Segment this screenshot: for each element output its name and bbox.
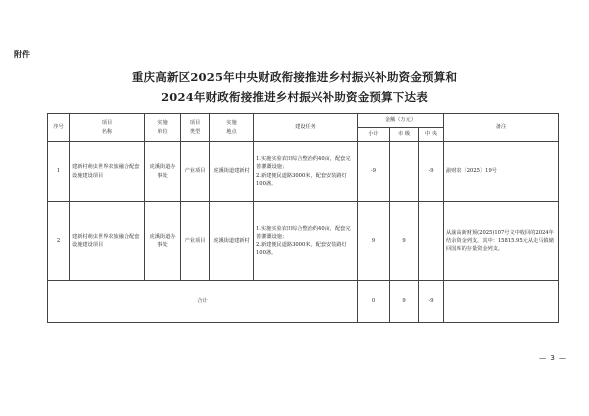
total-row [48,281,559,323]
header-subtotal: 小计 [358,128,390,142]
title-line-2: 2024年财政衔接推进乡村振兴补助资金预算下达表 [161,90,428,104]
cell-tasks: 1.实施实验农田综合整治约40亩，配套完善灌溉设施； 2.新建便民道路3000米，配套安装路灯100盏。 [254,142,358,202]
page-number: — 3 — [539,354,567,362]
cell-city [390,142,419,202]
table-row [48,202,559,281]
header-city: 市 级 [390,128,419,142]
cell-central: -9 [419,142,444,202]
header-location: 实施 地点 [210,114,254,142]
cell-remark: 渝财农〔2025〕19号 [444,142,559,202]
attachment-label: 附件 [14,50,30,59]
total-remark [444,281,559,323]
cell-remark: 从渝高新财预(2025)107号文中收回的2024年结余资金列支，其中：15815.95元从走马镇储回国库的存量资金列支。 [444,202,559,281]
total-label: 合计 [48,281,358,323]
cell-location: 虎溪街道建新村 [210,142,254,202]
cell-subtotal: -9 [358,142,390,202]
header-amount: 金额（万元） [358,114,444,128]
cell-seq: 1 [48,142,70,202]
header-remark: 备注 [444,114,559,142]
budget-table [47,113,559,323]
cell-unit: 虎溪街道办事处 [145,142,181,202]
cell-unit: 虎溪街道办事处 [145,202,181,281]
cell-project-name: 建新村萌虫世界农旅融合配套设施建设项目 [70,202,145,281]
table-row [48,142,559,202]
header-central: 中 央 [419,128,444,142]
cell-type: 产业项目 [181,202,210,281]
cell-subtotal: 9 [358,202,390,281]
cell-project-name: 建新村萌虫世界农旅融合配套设施建设项目 [70,142,145,202]
header-project-name: 项目 名称 [70,114,145,142]
cell-city: 9 [390,202,419,281]
cell-type: 产业项目 [181,142,210,202]
cell-location: 虎溪街道建新村 [210,202,254,281]
header-tasks: 建设任务 [254,114,358,142]
total-city: 9 [390,281,419,323]
cell-tasks: 1.实施实验农田综合整治约40亩，配套完善灌溉设施； 2.新建便民道路3000米，配套安装路灯100盏。 [254,202,358,281]
cell-central [419,202,444,281]
total-central: -9 [419,281,444,323]
header-unit: 实施 单位 [145,114,181,142]
header-seq: 序号 [48,114,70,142]
header-type: 项目 类型 [181,114,210,142]
title-line-1: 重庆高新区2025年中央财政衔接推进乡村振兴补助资金预算和 [131,70,458,84]
cell-seq: 2 [48,202,70,281]
total-subtotal: 0 [358,281,390,323]
